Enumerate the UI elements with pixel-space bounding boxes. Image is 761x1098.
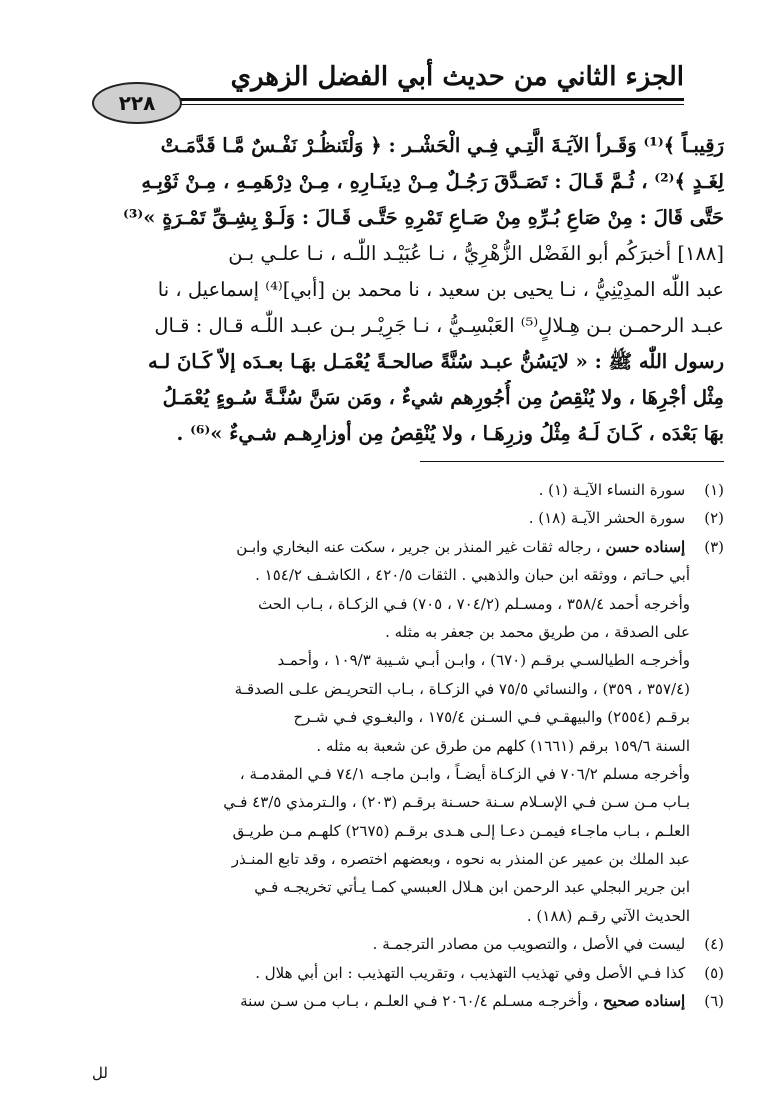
text-line: حَتَّى قَالَ : مِنْ صَاعِ بُـرِّهِ مِنْ صَـاعِ تَمْرِهِ حَتَّـى قَـالَ : وَلَـوْ بِشِـقِّ تَمْـرَةٍ »⁽³⁾ — [123, 206, 724, 229]
footnote-line: العلـم ، بـاب ماجـاء فيمـن دعـا إلـى هـدى برقـم (٢٦٧٥) كلهـم مـن طريـق — [232, 821, 690, 840]
text-line: مِثْل أجْرِهَا ، ولا يُنْقِصُ مِن أُجُورِهم شيءٌ ، ومَن سَنَّ سُنَّـةً سُـوءٍ يُعْمَـلُ — [162, 386, 724, 409]
footnote-3 — [92, 533, 724, 561]
footnote-5 — [92, 959, 724, 987]
header-rule — [158, 98, 684, 101]
footnote-line: برقـم (٢٥٥٤) والبيهقـي فـي السـنن ١٧٥/٤ ، والبغـوي فـي شـرح — [293, 708, 690, 727]
footnote-line: أبي حـاتم ، ووثقه ابن حبان والذهبي . الثقات ٤٢٠/٥ ، الكاشـف ١٥٤/٢ . — [255, 566, 690, 585]
page-number-badge: ٢٢٨ — [92, 82, 182, 124]
footnote-line: بـاب مـن سـن فـي الإسـلام سـنة حسـنة برقـم (٢٠٣) ، والـترمذي ٤٣/٥ فـي — [223, 793, 690, 812]
footnote-text: ، رجاله ثقات غير المنذر بن جرير ، سكت عنه البخاري وابـن — [236, 537, 606, 556]
text-line: رسول اللّٰه ﷺ : « لايَسُنُّ عبـد سُنَّةً صالحـةً يُعْمَـل بهَـا بعـدَه إلاّ كَـانَ لـه — [148, 350, 724, 373]
footnote-line: على الصدقة ، من طريق محمد بن جعفر به مثله . — [385, 622, 690, 641]
text-line: عبـد الرحمـن بـن هِـلالٍ⁽⁵⁾ العَبْسِـيُّ ، نـا جَرِيْـر بـن عبـد اللّٰـه قـال : قـال — [154, 314, 724, 337]
footnote-number: (١) — [704, 481, 724, 499]
text-line: عبد اللّٰه المدِيْنِيُّ ، نـا يحيى بن سعيد ، نا محمد بن [أبي]⁽⁴⁾ إسماعيل ، نا — [157, 278, 724, 301]
footnote-text: سورة الحشر الآيـة (١٨) . — [528, 509, 686, 528]
footnote-line: السنة ١٥٩/٦ برقم (١٦٦١) كلهم من طرق عن شعبة به مثله . — [316, 736, 690, 755]
running-title: الجزء الثاني من حديث أبي الفضل الزهري — [230, 62, 684, 92]
footnote-4 — [92, 930, 724, 958]
footnote-line: (٣٥٧/٤ ، ٣٥٩) ، والنسائي ٧٥/٥ في الزكـاة ، بـاب التحريـض علـى الصدقـة — [234, 679, 690, 698]
footnote-grade: إسناده صحيح — [602, 992, 686, 1011]
footnote-2 — [92, 504, 724, 532]
footnote-text: سورة النساء الآيـة (١) . — [538, 481, 686, 499]
footnote-line: ابن جرير البجلي عبد الرحمن ابن هـلال العبسي كمـا يـأتي تخريجـه فـي — [254, 878, 690, 897]
footnote-grade: إسناده حسن — [605, 537, 686, 556]
text-line: [١٨٨] أخبرَكُم أبو الفَضْل الزُّهْرِيُّ ، نـا عُبَيْـد اللّٰـه ، نـا علـي بـن — [228, 242, 724, 265]
text-line: بهَا بَعْدَه ، كَـانَ لَـهُ مِثْلُ وزرِهَـا ، ولا يُنْقِصُ مِن أوزارِهـم شـيءٌ »⁽⁶⁾ . — [176, 422, 724, 445]
footnote-line: الحديث الآتي رقـم (١٨٨) . — [526, 906, 690, 925]
footnote-text: ليست في الأصل ، والتصويب من مصادر الترجمـة . — [372, 935, 686, 954]
footnote-text: كذا فـي الأصل وفي تهذيب التهذيب ، وتقريب التهذيب : ابن أبي هلال . — [255, 963, 686, 982]
footnote-number: (٣) — [704, 537, 724, 556]
catchword: لل — [92, 1064, 108, 1082]
footnote-number: (٤) — [704, 935, 724, 954]
footnote-line: وأخرجه أحمد ٣٥٨/٤ ، ومسـلم (٧٠٤/٢ ، ٧٠٥) فـي الزكـاة ، بـاب الحث — [258, 594, 690, 613]
header-rule-thin — [158, 104, 684, 105]
footnote-number: (٢) — [704, 509, 724, 528]
footnotes — [92, 476, 724, 1015]
footnote-text: ، وأخرجـه مسـلم ٢٠٦٠/٤ فـي العلـم ، بـاب مـن سـن سنة — [240, 992, 603, 1011]
footnote-6 — [92, 987, 724, 1015]
footnote-divider — [420, 461, 724, 462]
footnote-number: (٥) — [704, 963, 724, 982]
main-text — [92, 128, 724, 452]
page-header — [88, 52, 684, 126]
footnote-line: عبد الملك بن عمير عن المنذر به نحوه ، وبعضهم اختصره ، وقد تابع المنـذر — [231, 850, 690, 869]
text-line: رَقِيبـاً ﴾⁽¹⁾ وَقَـرأ الآيَـةَ الَّتِـي فِـي الْحَشْـر : ﴿ وَلْتَنظُـرْ نَفْـسٌ مَّـا قَدَّمَـتْ — [160, 134, 724, 157]
text-line: لِغَـدٍ ﴾⁽²⁾ ، ثُـمَّ قَـالَ : تَصَـدَّقَ رَجُـلٌ مِـنْ دِينَـارِهِ ، مِـنْ دِرْهَمِـهِ ، مِـنْ ثَوْبِـهِ — [141, 170, 724, 193]
footnote-line: وأخرجه مسلم ٧٠٦/٢ في الزكـاة أيضـاً ، وابـن ماجـه ٧٤/١ فـي المقدمـة ، — [239, 764, 690, 783]
footnote-number: (٦) — [704, 992, 724, 1011]
footnote-line: وأخرجـه الطيالسـي برقـم (٦٧٠) ، وابـن أبـي شـيبة ١٠٩/٣ ، وأحمـد — [277, 651, 690, 670]
footnote-1 — [92, 476, 724, 504]
